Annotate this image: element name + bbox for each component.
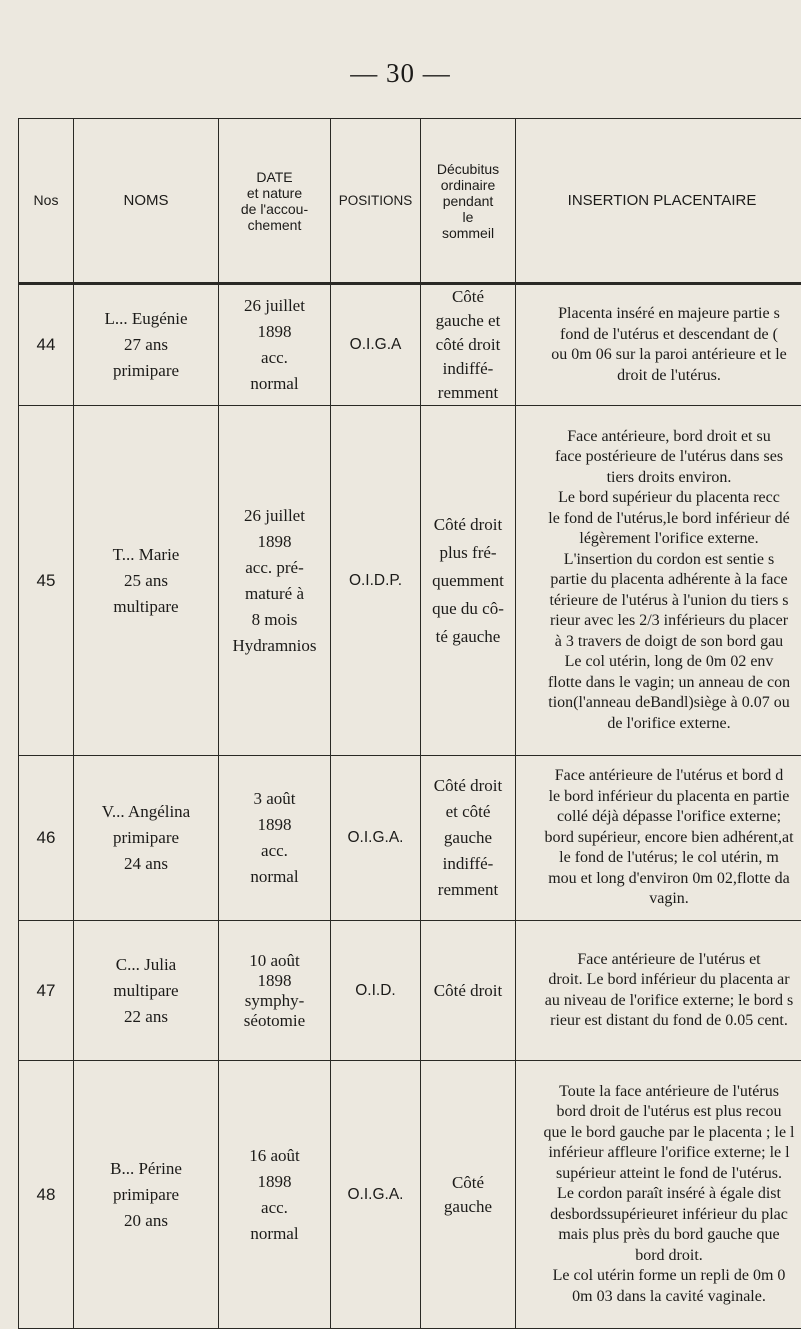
- placental-insertion: Face antérieure de l'utérus et droit. Le bord inférieur du placenta ar au niveau de l'orifice externe; le bord s rieur est distant du fond de 0.05 cent.: [516, 921, 801, 1061]
- table-row: [19, 406, 801, 756]
- table-row: [19, 1061, 801, 1329]
- sleep-decubitus: Côté gauche: [421, 1061, 516, 1329]
- sleep-decubitus: Côté droit et côté gauche indiffé- remment: [421, 756, 516, 921]
- header-row: [19, 119, 801, 284]
- delivery-date: 3 août 1898 acc. normal: [219, 756, 331, 921]
- fetal-position: O.I.D.P.: [331, 406, 421, 756]
- placental-insertion: Toute la face antérieure de l'utérus bord droit de l'utérus est plus recou que le bord gauche par le placenta ; le l inférieur affleure l'orifice externe; le l supérieur atteint le fond de l'utérus. Le cordon paraît inséré à égale dist desbordssupérieuret inférieur du plac mais plus près du bord gauche que bord droit. Le col utérin forme un repli de 0m 0 0m 03 dans la cavité vaginale.: [516, 1061, 801, 1329]
- fetal-position: O.I.D.: [331, 921, 421, 1061]
- header-positions: POSITIONS: [331, 119, 421, 284]
- sleep-decubitus: Côté gauche et côté droit indiffé- remment: [421, 284, 516, 406]
- fetal-position: O.I.G.A: [331, 284, 421, 406]
- register-table-wrapper: [18, 118, 801, 1268]
- delivery-date: 10 août 1898 symphy- séotomie: [219, 921, 331, 1061]
- sleep-decubitus: Côté droit: [421, 921, 516, 1061]
- header-number: Nos: [19, 119, 74, 284]
- table-row: [19, 756, 801, 921]
- delivery-date: 26 juillet 1898 acc. normal: [219, 284, 331, 406]
- row-number: 47: [19, 921, 74, 1061]
- placental-insertion: Placenta inséré en majeure partie s fond de l'utérus et descendant de ( ou 0m 06 sur la paroi antérieure et le droit de l'utérus.: [516, 284, 801, 406]
- patient-name: V... Angélina primipare 24 ans: [74, 756, 219, 921]
- table-row: [19, 921, 801, 1061]
- page-number: — 30 —: [0, 58, 801, 89]
- placental-insertion: Face antérieure, bord droit et su face postérieure de l'utérus dans ses tiers droits environ. Le bord supérieur du placenta recc le fond de l'utérus,le bord inférieur dé légèrement l'orifice externe. L'insertion du cordon est sentie s partie du placenta adhérente à la face térieure de l'utérus à l'union du tiers s rieur avec les 2/3 inférieurs du placer à 3 travers de doigt de son bord gau Le col utérin, long de 0m 02 env flotte dans le vagin; un anneau de con tion(l'anneau deBandl)siège à 0.07 ou de l'orifice externe.: [516, 406, 801, 756]
- patient-name: T... Marie 25 ans multipare: [74, 406, 219, 756]
- header-names: NOMS: [74, 119, 219, 284]
- row-number: 46: [19, 756, 74, 921]
- header-decubitus: Décubitus ordinaire pendant le sommeil: [421, 119, 516, 284]
- table-row: [19, 284, 801, 406]
- row-number: 44: [19, 284, 74, 406]
- delivery-date: 16 août 1898 acc. normal: [219, 1061, 331, 1329]
- placental-insertion-table: [18, 118, 801, 1329]
- sleep-decubitus: Côté droit plus fré- quemment que du cô- té gauche: [421, 406, 516, 756]
- row-number: 45: [19, 406, 74, 756]
- header-date: DATE et nature de l'accou- chement: [219, 119, 331, 284]
- patient-name: L... Eugénie 27 ans primipare: [74, 284, 219, 406]
- delivery-date: 26 juillet 1898 acc. pré- maturé à 8 mois Hydramnios: [219, 406, 331, 756]
- fetal-position: O.I.G.A.: [331, 1061, 421, 1329]
- fetal-position: O.I.G.A.: [331, 756, 421, 921]
- patient-name: C... Julia multipare 22 ans: [74, 921, 219, 1061]
- patient-name: B... Périne primipare 20 ans: [74, 1061, 219, 1329]
- placental-insertion: Face antérieure de l'utérus et bord d le bord inférieur du placenta en partie collé déjà dépasse l'orifice externe; bord supérieur, encore bien adhérent,at le fond de l'utérus; le col utérin, m mou et long d'environ 0m 02,flotte da vagin.: [516, 756, 801, 921]
- header-insertion: INSERTION PLACENTAIRE: [516, 119, 801, 284]
- row-number: 48: [19, 1061, 74, 1329]
